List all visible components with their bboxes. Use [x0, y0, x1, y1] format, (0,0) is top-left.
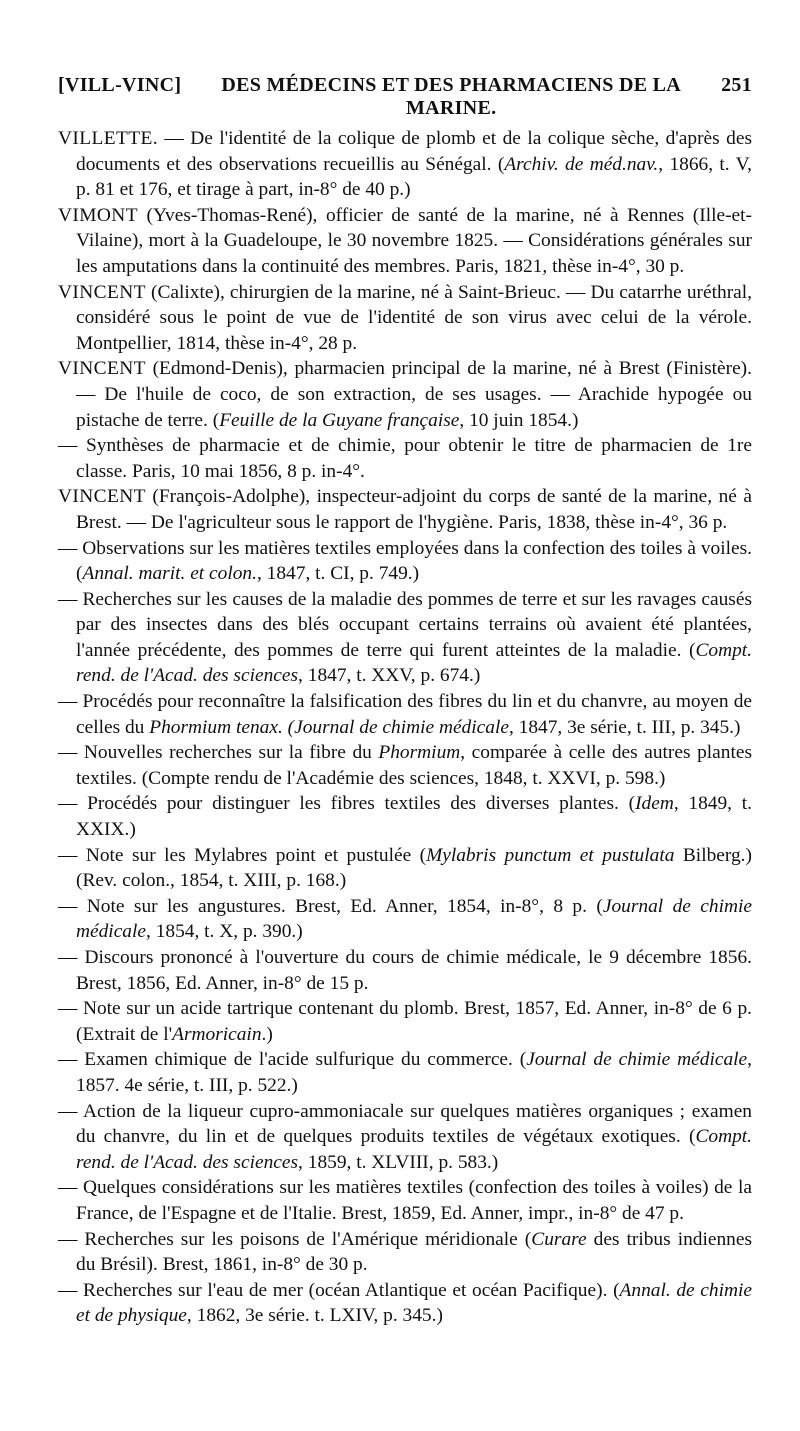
- running-head-title: DES MÉDECINS ET DES PHARMACIENS DE LA MARINE.: [221, 74, 682, 119]
- entry-8: [58, 689, 752, 740]
- entry-citation: Armoricain: [172, 1023, 262, 1045]
- entry-text: — Note sur un acide tartrique contenant du plomb. Brest, 1857, Ed. Anner, in-8° de 6 p. (Extrait de l': [58, 998, 752, 1045]
- entry-7: [58, 587, 752, 689]
- entry-11: [58, 843, 752, 894]
- entry-tail: , comparée à celle des autres plantes textiles. (Compte rendu de l'Académie des sciences, 1848, t. XXVI, p. 598.): [76, 742, 752, 789]
- entry-1: [58, 203, 752, 280]
- entry-tail: , 1847, 3e série, t. III, p. 345.): [508, 716, 741, 738]
- page-number: 251: [721, 74, 752, 96]
- entry-citation: Mylabris punctum et pustulata: [426, 844, 675, 866]
- entry-citation: Phormium tenax. (Journal de chimie médicale: [149, 716, 509, 738]
- entry-text: — Examen chimique de l'acide sulfurique du commerce. (: [58, 1049, 527, 1071]
- entry-citation: Curare: [531, 1228, 587, 1250]
- entry-tail: , 1862, 3e série. t. LXIV, p. 345.): [186, 1305, 443, 1327]
- bibliography-entries: [58, 126, 752, 1329]
- entry-tail: Bilberg.) (Rev. colon., 1854, t. XIII, p. 168.): [76, 844, 752, 892]
- entry-text: — Action de la liqueur cupro-ammoniacale sur quelques matières organiques ; examen du chanvre, du lin et de quelques produits textiles de végétaux exotiques. (: [58, 1100, 752, 1148]
- running-head: [58, 74, 752, 120]
- entry-tail: , 1859, t. XLVIII, p. 583.): [298, 1151, 499, 1173]
- entry-author: VINCENT: [58, 358, 146, 380]
- entry-citation: Idem: [635, 793, 674, 815]
- entry-13: [58, 945, 752, 996]
- entry-14: [58, 996, 752, 1047]
- entry-citation: Compt. rend. de l'Acad. des sciences: [76, 1126, 752, 1173]
- entry-tail: , 1849, t. XXIX.): [76, 793, 752, 841]
- entry-4: [58, 433, 752, 484]
- entry-text: — Recherches sur les causes de la maladie des pommes de terre et sur les ravages causés par des insectes dans des blés occupant certains terrains où avaient été plantées, l'année précédente, des pommes de terre qui furent atteintes de la maladie. (: [58, 588, 752, 661]
- entry-19: [58, 1278, 752, 1329]
- entry-author: VINCENT: [58, 281, 146, 303]
- entry-text: — Note sur les Mylabres point et pustulée (: [58, 844, 427, 866]
- entry-9: [58, 740, 752, 791]
- entry-6: [58, 536, 752, 587]
- entry-text: — Procédés pour distinguer les fibres textiles des diverses plantes. (: [58, 793, 636, 815]
- entry-12: [58, 894, 752, 945]
- entry-citation: Journal de chimie médicale: [526, 1049, 748, 1071]
- entry-text: — Procédés pour reconnaître la falsification des fibres du lin et du chanvre, au moyen de celles du: [58, 691, 752, 738]
- entry-tail: , 1847, t. CI, p. 749.): [256, 563, 420, 585]
- entry-tail: , 10 juin 1854.): [459, 409, 579, 431]
- entry-citation: Archiv. de méd.nav.: [504, 153, 659, 175]
- entry-18: [58, 1227, 752, 1278]
- entry-tail: , 1847, t. XXV, p. 674.): [298, 665, 481, 687]
- entry-text: (Edmond-Denis), pharmacien principal de la marine, né à Brest (Finistère). — De l'huile de coco, de son extraction, de ses usages. — Arachide hypogée ou pistache de terre. (: [76, 358, 752, 431]
- entry-citation: Compt. rend. de l'Acad. des sciences: [76, 639, 752, 687]
- entry-text: — Recherches sur les poisons de l'Amérique méridionale (: [58, 1228, 532, 1250]
- entry-10: [58, 791, 752, 842]
- entry-3: [58, 356, 752, 433]
- entry-author: VINCENT: [58, 486, 146, 508]
- entry-text: — Recherches sur l'eau de mer (océan Atlantique et océan Pacifique). (: [58, 1279, 620, 1301]
- entry-text: — Synthèses de pharmacie et de chimie, pour obtenir le titre de pharmacien de 1re classe. Paris, 10 mai 1856, 8 p. in-4°.: [58, 435, 752, 482]
- entry-tail: , 1854, t. X, p. 390.): [146, 921, 303, 943]
- entry-text: (Yves-Thomas-René), officier de santé de la marine, né à Rennes (Ille-et-Vilaine), mort à la Guadeloupe, le 30 novembre 1825. — Considérations générales sur les amputations dans la continuité des membres. Paris, 1821, thèse in-4°, 30 p.: [76, 204, 752, 277]
- entry-tail: , 1866, t. V, p. 81 et 176, et tirage à part, in-8° de 40 p.): [76, 153, 752, 201]
- running-head-range: [VILL-VINC]: [58, 74, 182, 96]
- entry-0: [58, 126, 752, 203]
- entry-text: — Nouvelles recherches sur la fibre du: [58, 742, 379, 764]
- entry-citation: Phormium: [378, 742, 461, 764]
- entry-5: [58, 484, 752, 535]
- entry-16: [58, 1099, 752, 1176]
- entry-author: VILLETTE.: [58, 128, 158, 149]
- entry-text: — Discours prononcé à l'ouverture du cours de chimie médicale, le 9 décembre 1856. Brest, 1856, Ed. Anner, in-8° de 15 p.: [58, 947, 752, 994]
- entry-tail: des tribus indiennes du Brésil). Brest, 1861, in-8° de 30 p.: [76, 1228, 753, 1276]
- entry-text: — Quelques considérations sur les matières textiles (confection des toiles à voiles) de la France, de l'Espagne et de l'Italie. Brest, 1859, Ed. Anner, impr., in-8° de 47 p.: [58, 1177, 752, 1224]
- entry-author: VIMONT: [58, 204, 138, 226]
- entry-text: (Calixte), chirurgien de la marine, né à Saint-Brieuc. — Du catarrhe uréthral, considéré sous le point de vue de l'identité de son virus avec celui de la vérole. Montpellier, 1814, thèse in-4°, 28 p.: [76, 281, 752, 354]
- entry-text: — De l'identité de la colique de plomb et de la colique sèche, d'après des documents et des observations recueillis au Sénégal. (: [76, 128, 752, 175]
- entry-text: (François-Adolphe), inspecteur-adjoint du corps de santé de la marine, né à Brest. — De l'agriculteur sous le rapport de l'hygiène. Paris, 1838, thèse in-4°, 36 p.: [76, 486, 752, 533]
- entry-text: — Observations sur les matières textiles employées dans la confection des toiles à voiles. (: [58, 537, 752, 585]
- entry-citation: Journal de chimie médicale: [76, 895, 752, 943]
- entry-citation: Annal. marit. et colon.: [82, 563, 257, 585]
- entry-citation: Feuille de la Guyane française: [219, 409, 460, 431]
- entry-tail: , 1857. 4e série, t. III, p. 522.): [76, 1049, 752, 1096]
- entry-15: [58, 1047, 752, 1098]
- entry-citation: Annal. de chimie et de physique: [76, 1279, 752, 1327]
- entry-2: [58, 280, 752, 357]
- entry-text: — Note sur les angustures. Brest, Ed. Anner, 1854, in-8°, 8 p. (: [58, 895, 603, 917]
- entry-tail: .): [261, 1023, 273, 1045]
- entry-17: [58, 1175, 752, 1226]
